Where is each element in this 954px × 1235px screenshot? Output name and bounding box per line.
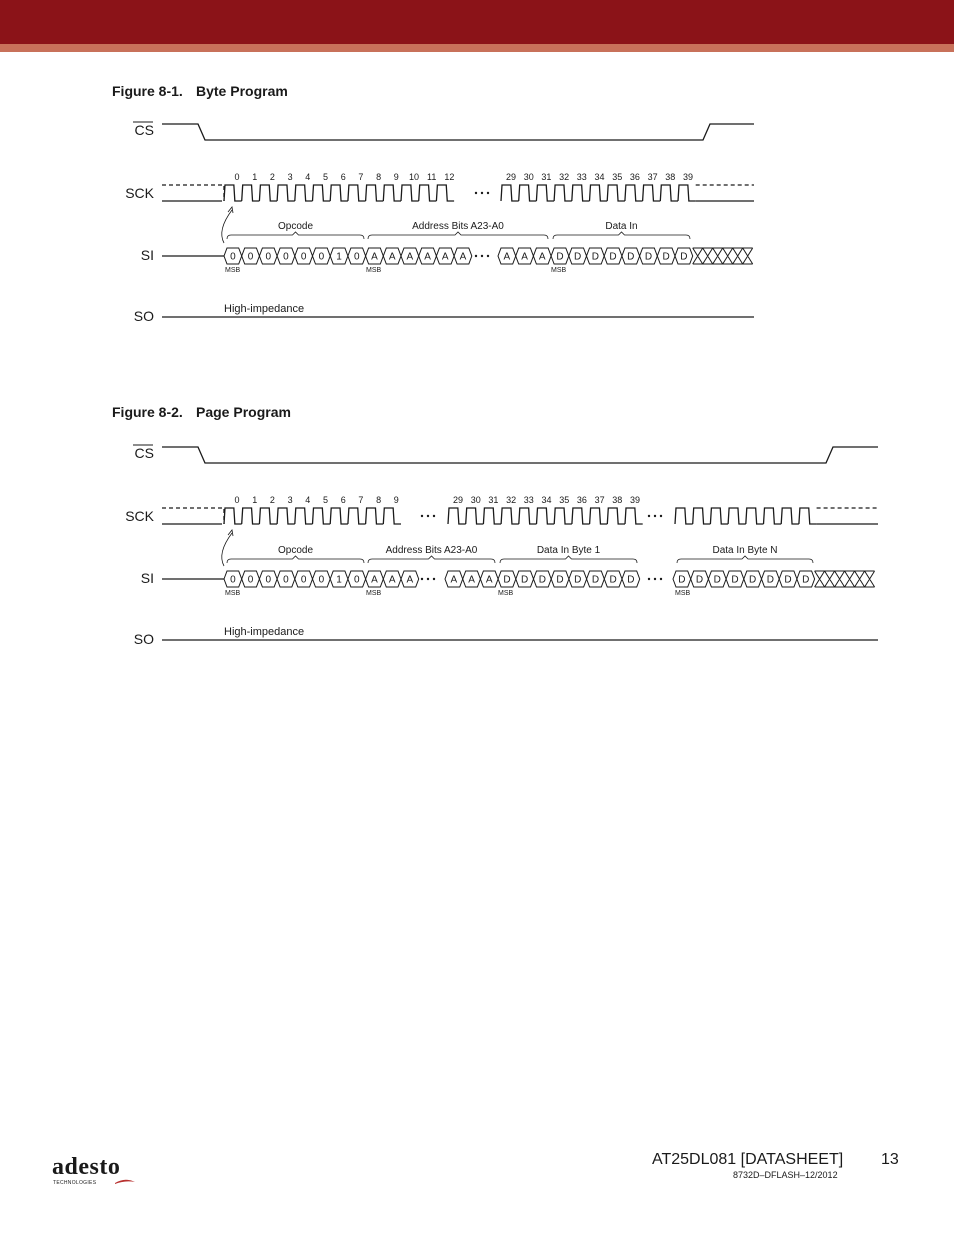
fig1-clock-label-10: 10 [408,172,420,182]
fig1-addr-b-bit-1: A [521,251,528,263]
fig2-data-n-bit-4: D [749,574,757,586]
fig2-so-label: SO [133,631,154,647]
document-code: 8732D–DFLASH–12/2012 [733,1170,838,1180]
logo-subtitle: TECHNOLOGIES [53,1180,97,1186]
fig1-clock-label-33: 33 [576,172,587,182]
fig2-msb-data-1: MSB [498,590,514,597]
fig1-si-dots-2 [487,255,489,257]
fig2-clock-label-2: 2 [269,495,275,505]
fig2-clock-label-5: 5 [322,495,329,505]
fig1-clock-label-9: 9 [393,172,399,182]
fig1-addr-b-bit-0: A [503,251,511,263]
fig1-clock-label-35: 35 [612,172,623,182]
header-band-dark [0,0,954,44]
fig1-addr-a-bit-4: A [441,251,449,263]
figure-2-number: Figure 8-2. [112,404,183,420]
fig2-clock-label-9: 9 [393,495,399,505]
fig2-clock-label-4: 4 [305,495,311,505]
fig1-clock-label-38: 38 [665,172,676,182]
fig1-group-data-label: Data In [605,221,638,232]
fig1-data-bit-0: D [556,251,564,263]
fig2-opcode-bit-2: 0 [265,574,272,586]
fig2-opcode-bit-4: 0 [300,574,307,586]
fig2-group-data-1-brace [500,556,637,563]
fig1-group-opcode-label: Opcode [277,221,314,232]
fig2-msb-address: MSB [366,590,382,597]
fig2-clock-label-39: 39 [629,495,641,505]
fig1-msb-opcode: MSB [225,267,241,274]
fig2-sck-dots-a-1 [427,515,429,517]
fig1-group-address-brace [368,232,548,239]
figure-1-title: Byte Program [196,83,288,99]
fig2-opcode-bit-5: 0 [318,574,325,586]
fig2-addr-b-bit-0: A [450,574,458,586]
fig1-clock-label-8: 8 [376,172,382,182]
fig2-cs-label: CS [134,445,154,461]
fig1-so-high-impedance: High-impedance [224,303,305,315]
fig1-cs-waveform [162,124,754,140]
fig2-opcode-bit-1: 0 [247,574,254,586]
fig1-so-label: SO [133,308,154,324]
fig2-clock-label-35: 35 [559,495,570,505]
fig1-clock-label-34: 34 [594,172,605,182]
fig2-group-opcode-label: Opcode [277,545,314,556]
fig1-group-data-brace [553,232,690,239]
logo-swoosh-icon [114,1178,136,1186]
figure-1-caption [112,83,288,99]
adesto-logo [52,1155,136,1191]
fig1-data-bit-6: D [662,251,670,263]
fig1-data-bit-1: D [574,251,582,263]
fig2-clock-label-38: 38 [612,495,623,505]
document-title: AT25DL081 [DATASHEET] [652,1151,844,1168]
fig2-so-high-impedance: High-impedance [224,626,305,638]
fig1-addr-a-bit-1: A [388,251,396,263]
fig2-data-1-bit-2: D [538,574,546,586]
fig2-msb-opcode: MSB [225,590,241,597]
fig2-si-dots-b-2 [660,578,662,580]
fig2-si-label: SI [140,570,154,586]
fig2-group-address-label: Address Bits A23-A0 [385,545,478,556]
fig2-clock-label-34: 34 [541,495,552,505]
fig1-si-label: SI [140,247,154,263]
fig1-msb-address: MSB [366,267,382,274]
fig2-data-1-bit-1: D [521,574,529,586]
fig2-clock-label-3: 3 [287,495,293,505]
fig1-si-dots-0 [475,255,477,257]
fig2-group-data-1-label: Data In Byte 1 [536,545,601,556]
fig1-opcode-bit-5: 0 [318,251,325,263]
header-band-light [0,44,954,52]
fig1-clock-label-32: 32 [559,172,570,182]
fig1-sck-dots-1 [481,192,483,194]
fig2-data-1-bit-3: D [556,574,564,586]
fig2-cs-waveform [162,447,878,463]
fig1-clock-label-29: 29 [505,172,517,182]
fig1-clock-label-3: 3 [287,172,293,182]
fig2-sck-clocks-b [448,508,643,524]
fig1-group-opcode-brace [227,232,364,239]
fig2-data-1-bit-6: D [609,574,617,586]
fig2-group-data-n-label: Data In Byte N [712,545,778,556]
fig2-sck-dots-b-0 [648,515,650,517]
fig2-addr-a-bit-0: A [371,574,378,586]
fig2-addr-a-bit-2: A [406,574,414,586]
fig2-si-dont-care [815,571,875,587]
fig2-clock-label-37: 37 [594,495,605,505]
fig2-clock-label-0: 0 [234,495,240,505]
fig2-opcode-bit-0: 0 [230,574,236,586]
fig2-data-1-bit-4: D [574,574,582,586]
fig2-clock-label-7: 7 [358,495,364,505]
fig2-data-n-bit-0: D [678,574,686,586]
fig1-opcode-bit-0: 0 [230,251,236,263]
page-program-timing-diagram [0,433,954,653]
fig2-sck-clocks-a [224,508,401,524]
fig1-opcode-bit-1: 0 [247,251,254,263]
fig2-si-dots-a-2 [433,578,435,580]
fig2-data-1-bit-7: D [627,574,635,586]
fig2-clock-label-29: 29 [452,495,464,505]
fig1-si-dots-1 [481,255,483,257]
fig1-data-bit-4: D [627,251,635,263]
fig2-opcode-bit-3: 0 [283,574,289,586]
fig2-opcode-bit-6: 1 [336,574,342,586]
figure-2-title: Page Program [196,404,291,420]
page-number: 13 [881,1151,899,1168]
fig2-data-n-bit-2: D [713,574,721,586]
fig1-clock-label-1: 1 [252,172,258,182]
fig2-clock-label-1: 1 [252,495,258,505]
fig2-opcode-bit-7: 0 [353,574,360,586]
fig1-addr-b-bit-2: A [538,251,546,263]
fig2-sck-dots-b-2 [660,515,662,517]
fig1-addr-a-bit-5: A [459,251,467,263]
fig1-sck-idle-dashed [162,185,224,201]
fig1-sck-label: SCK [125,185,154,201]
logo-wordmark: adesto [52,1154,121,1180]
fig1-clock-label-6: 6 [340,172,346,182]
fig1-clock-label-5: 5 [322,172,329,182]
fig2-sck-dots-a-0 [421,515,423,517]
fig2-data-n-bit-3: D [731,574,739,586]
fig1-clock-label-11: 11 [427,172,437,182]
fig1-clock-label-39: 39 [682,172,694,182]
fig1-msb-data: MSB [551,267,567,274]
fig1-data-bit-2: D [591,251,599,263]
fig2-msb-data-n: MSB [675,590,691,597]
fig1-clock-label-36: 36 [629,172,640,182]
fig1-clock-label-31: 31 [541,172,552,182]
fig2-si-dots-b-0 [648,578,650,580]
fig1-data-bit-3: D [609,251,617,263]
fig2-data-1-bit-0: D [503,574,511,586]
fig1-addr-a-bit-0: A [371,251,378,263]
fig2-sck-dots-a-2 [433,515,435,517]
fig2-sck-label: SCK [125,508,154,524]
fig1-opcode-bit-6: 1 [336,251,342,263]
fig2-data-n-bit-6: D [784,574,792,586]
fig1-clock-label-0: 0 [234,172,240,182]
fig1-clock-label-12: 12 [444,172,455,182]
fig1-opcode-bit-2: 0 [265,251,272,263]
fig2-group-address-brace [368,556,495,563]
fig2-addr-a-bit-1: A [388,574,396,586]
fig2-si-dots-b-1 [654,578,656,580]
fig1-opcode-bit-3: 0 [283,251,289,263]
fig1-addr-a-bit-2: A [406,251,414,263]
fig1-sck-clocks-b [501,185,696,201]
fig2-sck-clocks-c [675,508,817,524]
fig1-addr-a-bit-3: A [424,251,431,263]
fig2-addr-b-bit-2: A [485,574,493,586]
fig2-clock-label-6: 6 [340,495,346,505]
fig2-data-n-bit-7: D [802,574,810,586]
fig2-si-dots-a-0 [421,578,423,580]
fig2-si-dots-a-1 [427,578,429,580]
fig2-clock-label-30: 30 [470,495,481,505]
fig2-group-opcode-brace [227,556,364,563]
fig1-si-dont-care [693,248,753,264]
fig2-clock-label-32: 32 [506,495,517,505]
figure-2-caption [112,404,291,420]
header-band [0,0,954,46]
fig2-clock-label-8: 8 [376,495,382,505]
fig1-opcode-bit-7: 0 [353,251,360,263]
fig2-clock-label-31: 31 [488,495,499,505]
fig1-group-address-label: Address Bits A23-A0 [412,221,504,232]
fig2-sck-idle-dashed [162,508,224,524]
fig1-data-bit-7: D [680,251,688,263]
fig2-addr-b-bit-1: A [468,574,475,586]
fig1-clock-label-4: 4 [305,172,311,182]
fig1-data-bit-5: D [644,251,653,263]
fig1-clock-label-37: 37 [647,172,658,182]
fig1-sck-clocks-a [224,185,454,201]
fig2-data-1-bit-5: D [591,574,600,586]
fig2-clock-label-33: 33 [523,495,534,505]
fig2-data-n-bit-1: D [695,574,704,586]
fig1-clock-label-7: 7 [358,172,364,182]
fig2-sck-dots-b-1 [654,515,656,517]
fig1-clock-label-30: 30 [523,172,534,182]
fig2-clock-label-36: 36 [576,495,587,505]
fig1-clock-label-2: 2 [269,172,275,182]
fig1-cs-label: CS [134,122,154,138]
fig1-opcode-bit-4: 0 [300,251,307,263]
figure-1-number: Figure 8-1. [112,83,183,99]
fig1-sck-dots-2 [487,192,489,194]
fig2-group-data-n-brace [677,556,813,563]
byte-program-timing-diagram [0,110,954,330]
fig1-sck-dots-0 [475,192,477,194]
fig2-data-n-bit-5: D [766,574,774,586]
